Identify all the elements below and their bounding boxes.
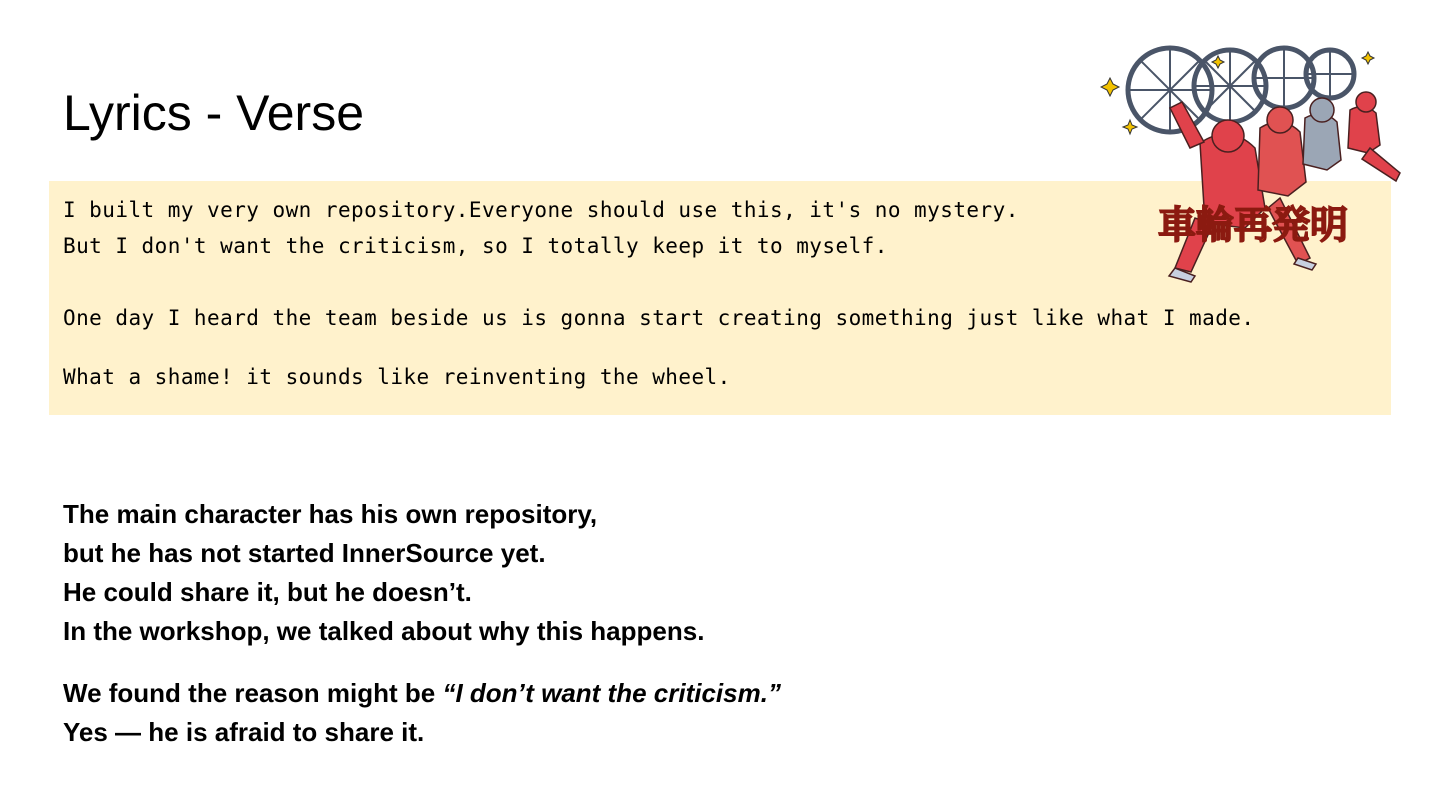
speaker-notes <box>63 495 781 752</box>
note-line-5-prefix: We found the reason might be <box>63 678 443 708</box>
note-line-4: In the workshop, we talked about why this happens. <box>63 616 705 646</box>
lyric-line-4: What a shame! it sounds like reinventing the wheel. <box>63 365 731 389</box>
note-line-2: but he has not started InnerSource yet. <box>63 538 546 568</box>
note-line-6: Yes — he is afraid to share it. <box>63 717 425 747</box>
hero-figures <box>1169 92 1400 282</box>
lyric-line-1: I built my very own repository.Everyone should use this, it's no mystery. <box>63 198 1019 222</box>
criticism-quote: “I don’t want the criticism.” <box>442 678 781 708</box>
note-line-1: The main character has his own repository, <box>63 499 598 529</box>
reinventing-the-wheel-heroes-illustration <box>1100 38 1420 288</box>
lyric-line-3: One day I heard the team beside us is gonna start creating something just like what I made. <box>63 306 1255 330</box>
slide-title: Lyrics - Verse <box>63 85 365 141</box>
note-line-5 <box>63 674 781 713</box>
illustration-caption: 車輪再発明 <box>1158 203 1349 247</box>
note-line-3: He could share it, but he doesn’t. <box>63 577 472 607</box>
lyric-line-2: But I don't want the criticism, so I totally keep it to myself. <box>63 234 888 258</box>
